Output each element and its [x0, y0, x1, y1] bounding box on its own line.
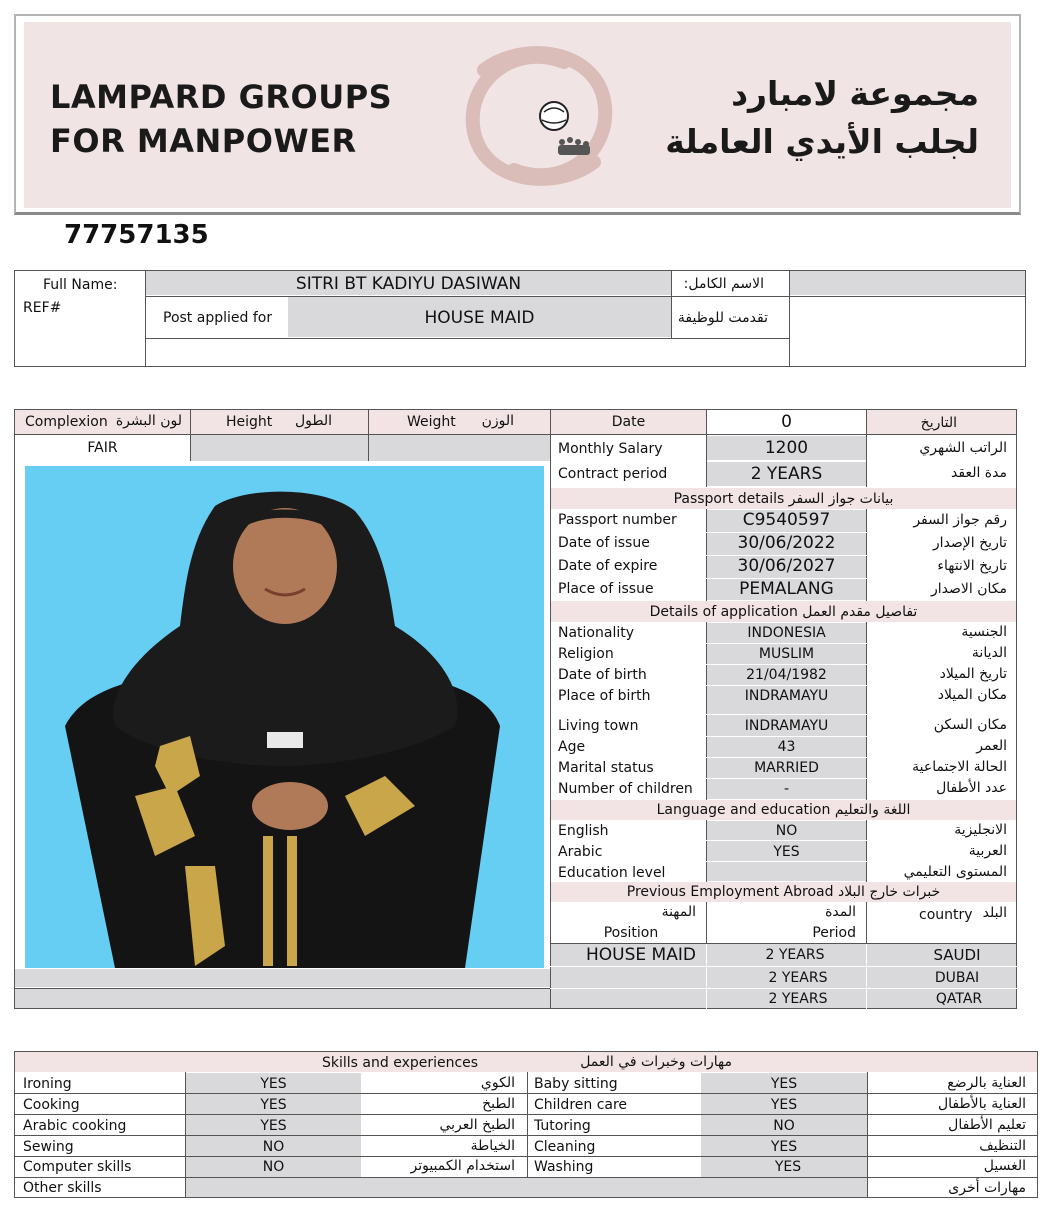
application-section-header: Details of application تفاصيل مقدم العمل	[649, 604, 918, 620]
place-of-birth-value: INDRAMAYU	[744, 688, 829, 704]
employment-3-country: QATAR	[935, 991, 983, 1007]
date-label: Date	[611, 414, 646, 430]
marital-status-label: Marital status	[558, 760, 654, 776]
skills-header-en: Skills and experiences	[322, 1055, 479, 1071]
contract-period-ar: مدة العقد	[951, 465, 1007, 481]
skill-cleaning-value: YES	[770, 1139, 798, 1155]
complexion-value: FAIR	[87, 440, 118, 456]
skill-baby-sitting-value: YES	[770, 1076, 798, 1092]
skill-children-care-label: Children care	[534, 1097, 628, 1113]
position-en-label: Position	[603, 925, 659, 941]
skill-tutoring-label: Tutoring	[534, 1118, 591, 1134]
passport-number-value: C9540597	[742, 510, 831, 530]
skill-computer-ar: استخدام الكمبيوتر	[410, 1158, 515, 1174]
company-logo-icon	[444, 40, 634, 192]
skill-sewing-label: Sewing	[23, 1139, 74, 1155]
living-town-value: INDRAMAYU	[744, 718, 829, 734]
education-level-label: Education level	[558, 865, 666, 881]
english-label: English	[558, 823, 609, 839]
religion-ar: الديانة	[971, 645, 1007, 661]
employment-3-period: 2 YEARS	[768, 991, 828, 1007]
arabic-value: YES	[773, 844, 800, 860]
company-name-en-line1: LAMPARD GROUPS	[50, 78, 393, 116]
skill-cleaning-label: Cleaning	[534, 1139, 596, 1155]
place-of-issue-label: Place of issue	[558, 581, 654, 597]
skill-baby-sitting-label: Baby sitting	[534, 1076, 618, 1092]
complexion-ar-label: لون البشرة	[115, 413, 182, 429]
skill-tutoring-value: NO	[773, 1118, 795, 1134]
religion-label: Religion	[558, 646, 614, 662]
place-of-issue-ar: مكان الاصدار	[931, 581, 1007, 597]
skill-washing-value: YES	[774, 1159, 802, 1175]
date-of-expire-value: 30/06/2027	[737, 556, 836, 576]
weight-label: Weight	[407, 414, 456, 430]
employment-1-position: HOUSE MAID	[586, 945, 696, 965]
weight-ar-label: الوزن	[481, 413, 514, 429]
full-name-label: Full Name:	[43, 277, 118, 293]
date-of-issue-ar: تاريخ الإصدار	[932, 535, 1007, 551]
employment-1-country: SAUDI	[933, 946, 981, 964]
company-name-ar-line1: مجموعة لامبارد	[731, 74, 979, 113]
monthly-salary-label: Monthly Salary	[558, 441, 663, 457]
place-of-birth-label: Place of birth	[558, 688, 651, 704]
company-name-en-line2: FOR MANPOWER	[50, 122, 357, 160]
period-ar-label: المدة	[825, 904, 856, 920]
employment-1-period: 2 YEARS	[765, 947, 825, 963]
skill-ironing-ar: الكوي	[480, 1075, 515, 1091]
employment-section-header: Previous Employment Abroad خبرات خارج البلاد	[626, 884, 941, 900]
skill-arabic-cooking-label: Arabic cooking	[23, 1118, 127, 1134]
arabic-label: Arabic	[558, 844, 603, 860]
date-value: 0	[781, 412, 792, 432]
date-of-birth-label: Date of birth	[558, 667, 647, 683]
skill-sewing-value: NO	[262, 1139, 285, 1155]
skill-ironing-value: YES	[260, 1076, 287, 1092]
full-name-ar-label: الاسم الكامل:	[683, 276, 764, 292]
skill-cooking-ar: الطبخ	[482, 1096, 515, 1112]
skill-baby-sitting-ar: العناية بالرضع	[947, 1075, 1026, 1091]
skill-computer-label: Computer skills	[23, 1159, 132, 1175]
date-of-birth-value: 21/04/1982	[746, 667, 827, 683]
contract-period-value: 2 YEARS	[750, 464, 823, 484]
education-level-ar: المستوى التعليمي	[903, 864, 1007, 880]
employment-2-period: 2 YEARS	[768, 970, 828, 986]
number-of-children-label: Number of children	[558, 781, 693, 797]
skill-cleaning-ar: التنظيف	[979, 1138, 1026, 1154]
place-of-issue-value: PEMALANG	[739, 579, 834, 599]
number-of-children-ar: عدد الأطفال	[936, 780, 1007, 796]
passport-number-label: Passport number	[558, 512, 677, 528]
nationality-value: INDONESIA	[747, 625, 826, 641]
contract-period-label: Contract period	[558, 466, 668, 482]
skill-children-care-ar: العناية بالأطفال	[937, 1096, 1026, 1112]
skill-cooking-label: Cooking	[23, 1097, 80, 1113]
country-en-label: country	[919, 907, 973, 923]
post-applied-value: HOUSE MAID	[424, 308, 535, 328]
passport-number-ar: رقم جواز السفر	[913, 512, 1007, 528]
marital-status-ar: الحالة الاجتماعية	[912, 759, 1007, 775]
date-of-expire-ar: تاريخ الانتهاء	[937, 558, 1007, 574]
height-ar-label: الطول	[294, 413, 332, 429]
number-of-children-value: -	[783, 781, 790, 797]
employment-2-country: DUBAI	[934, 970, 980, 986]
date-of-issue-value: 30/06/2022	[737, 533, 836, 553]
other-skills-label: Other skills	[23, 1180, 102, 1196]
ref-label: REF#	[23, 300, 62, 316]
monthly-salary-ar: الراتب الشهري	[919, 440, 1007, 456]
skill-arabic-cooking-value: YES	[260, 1118, 287, 1134]
skill-arabic-cooking-ar: الطبخ العربي	[439, 1117, 515, 1133]
marital-status-value: MARRIED	[754, 760, 819, 776]
applicant-photo	[25, 466, 544, 968]
living-town-ar: مكان السكن	[933, 717, 1007, 733]
age-value: 43	[777, 739, 796, 755]
complexion-label: Complexion	[25, 414, 108, 430]
age-label: Age	[558, 739, 586, 755]
skills-header-ar: مهارات وخبرات في العمل	[580, 1054, 732, 1070]
full-name-value: SITRI BT KADIYU DASIWAN	[295, 274, 522, 294]
living-town-label: Living town	[558, 718, 639, 734]
position-ar-label: المهنة	[661, 904, 696, 920]
skill-children-care-value: YES	[770, 1097, 798, 1113]
nationality-ar: الجنسية	[961, 624, 1007, 640]
language-section-header: Language and education اللغة والتعليم	[656, 802, 911, 818]
country-ar-label: البلد	[982, 905, 1007, 921]
skill-cooking-value: YES	[260, 1097, 287, 1113]
place-of-birth-ar: مكان الميلاد	[937, 687, 1007, 703]
english-ar: الانجليزية	[954, 822, 1007, 838]
nationality-label: Nationality	[558, 625, 635, 641]
skill-washing-ar: الغسيل	[983, 1158, 1026, 1174]
date-of-birth-ar: تاريخ الميلاد	[939, 666, 1007, 682]
date-of-issue-label: Date of issue	[558, 535, 650, 551]
arabic-ar: العربية	[968, 843, 1007, 859]
skill-computer-value: NO	[262, 1159, 285, 1175]
height-label: Height	[226, 414, 273, 430]
post-applied-label: Post applied for	[163, 310, 273, 326]
period-en-label: Period	[812, 925, 856, 941]
english-value: NO	[775, 823, 798, 839]
post-applied-ar-label: تقدمت للوظيفة	[677, 310, 768, 326]
date-of-expire-label: Date of expire	[558, 558, 658, 574]
skill-tutoring-ar: تعليم الأطفال	[948, 1117, 1026, 1133]
company-name-ar-line2: لجلب الأيدي العاملة	[665, 122, 979, 161]
age-ar: العمر	[976, 738, 1007, 754]
skill-ironing-label: Ironing	[23, 1076, 72, 1092]
passport-section-header: Passport details بيانات جواز السفر	[673, 491, 894, 507]
skill-washing-label: Washing	[534, 1159, 594, 1175]
other-skills-ar: مهارات أخرى	[948, 1180, 1026, 1196]
reference-number: 77757135	[64, 220, 209, 250]
skill-sewing-ar: الخياطة	[470, 1138, 515, 1154]
monthly-salary-value: 1200	[764, 438, 809, 458]
date-ar-label: التاريخ	[920, 415, 957, 431]
religion-value: MUSLIM	[758, 646, 815, 662]
header-banner-inner	[24, 22, 1011, 208]
